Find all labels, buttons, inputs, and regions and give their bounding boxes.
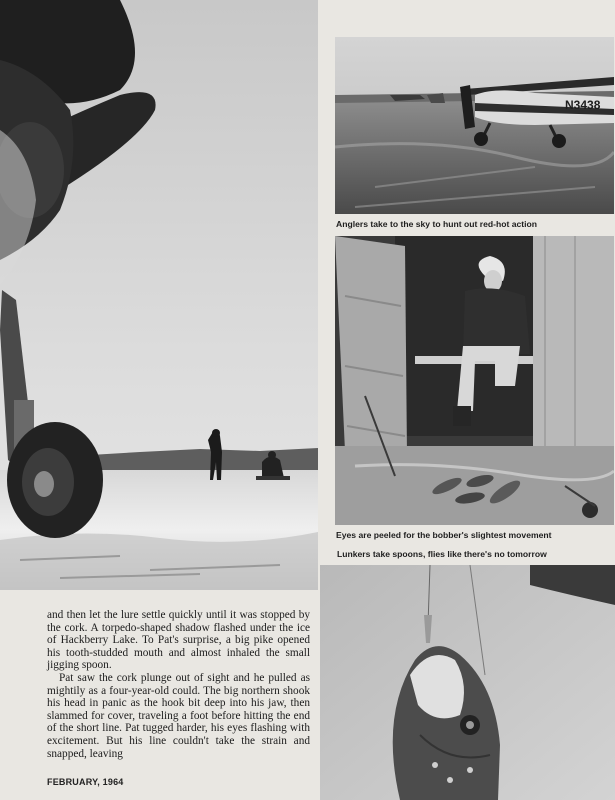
airplanes-photo xyxy=(335,37,614,214)
article-paragraph: and then let the lure settle quickly until it was stopped by the cork. A torpedo-shaped shadow flashed under the ice of Hackberry Lake. To Pat's surprise, a big pike opened his tooth-studded mouth and almost inhaled the small jigging spoon. xyxy=(47,609,310,672)
pike-photo xyxy=(320,565,615,800)
shanty-caption: Eyes are peeled for the bobber's slightest movement xyxy=(336,530,552,540)
aircraft-registration: N3438 xyxy=(565,98,601,112)
article-paragraph: Pat saw the cork plunge out of sight and he pulled as mightily as a four-year-old could. The big northern shook his head in panic as the hook bit deep into his jaw, then slammed for cover, traveling a foot before hitting the end of the short line. Pat tugged harder, his eyes flashing with excitement. But his line couldn't take the strain and snapped, leaving xyxy=(47,671,310,760)
airplanes-caption: Anglers take to the sky to hunt out red-hot action xyxy=(336,219,538,229)
shanty-photo xyxy=(335,236,614,525)
pike-caption: Lunkers take spoons, flies like there's no tomorrow xyxy=(337,549,547,559)
main-photo xyxy=(0,0,318,590)
article-body xyxy=(47,609,310,760)
page-folio: FEBRUARY, 1964 xyxy=(47,777,124,787)
